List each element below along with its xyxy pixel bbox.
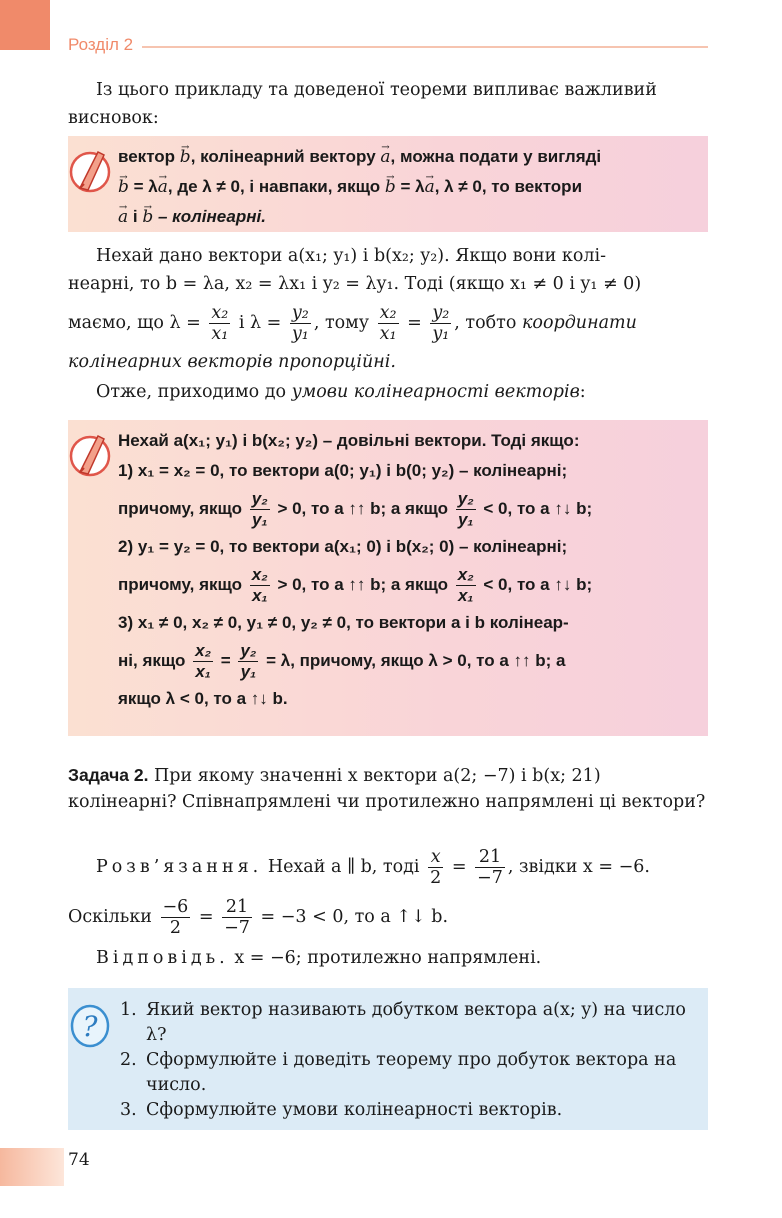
- questions-box: [68, 988, 708, 1130]
- solution: Розв’язання. Нехай a ∥ b, тоді $\frac{x}{2}$ = $\frac{21}{-7}$ , звідки x = −6. Оскільки $\frac{-6}{2}$ = $\frac{21}{-7}$ = −3 < 0, то a ↑↓ b.: [68, 847, 650, 938]
- question-icon: [68, 998, 114, 1050]
- rule-box-1: [68, 136, 708, 232]
- solution-label: Розв’язання.: [96, 857, 263, 877]
- paragraph-collinear-coordinates: Нехай дано вектори a(x₁; y₁) і b(x₂; y₂). Якщо вони колі- неарні, то b = λa, x₂ = λx₁ і y₂ = λy₁. Тоді (якщо x₁ ≠ 0 і y₁ ≠ 0) маємо, що λ = $\frac{\text{x₂}}{\text{x₁}}$ і λ = $\frac{\text{y₂}}{\text{y₁}}$ , тому $\frac{\text{x₂}}{\text{x₁}}$ = $\frac{\text{y₂}}{\text{y₁}}$ , тобто координати колінеарних векторів пропорційні.: [68, 246, 642, 372]
- paragraph-conditions-intro: Отже, приходимо до умови колінеарності векторів:: [96, 382, 586, 402]
- task-2: [68, 762, 708, 815]
- answer-label: Відповідь.: [96, 948, 229, 968]
- pen-icon: [68, 428, 114, 480]
- section-label: Розділ 2: [68, 35, 134, 54]
- questions-list: [120, 998, 698, 1123]
- intro-paragraph: Із цього прикладу та доведеної теореми випливає важливий висновок:: [68, 80, 657, 128]
- svg-text:?: ?: [82, 1010, 98, 1043]
- corner-tab: [0, 0, 50, 50]
- rule-1-text: вектор → b, колінеарний вектору → a, можна подати у вигляді → b = λ→ a, де λ ≠ 0, і навпаки, якщо → b = λ→ a, λ ≠ 0, то вектори → a і → b – колінеарні.: [118, 142, 698, 232]
- rule-box-2: [68, 420, 708, 736]
- header-rule: [142, 46, 708, 48]
- rule-2-text: Нехай a(x₁; y₁) і b(x₂; y₂) – довільні вектори. Тоді якщо: 1) x₁ = x₂ = 0, то вектори a(0; y₁) і b(0; y₂) – колінеарні; причому, якщо $\frac{\text{y₂}}{\text{y₁}}$ > 0, то a ↑↑ b; а якщо $\frac{\text{y₂}}{\text{y₁}}$ < 0, то a ↑↓ b; 2) y₁ = y₂ = 0, то вектори a(x₁; 0) і b(x₂; 0) – колінеарні; причому, якщо $\frac{\text{x₂}}{\text{x₁}}$ > 0, то a ↑↑ b; а якщо $\frac{\text{x₂}}{\text{x₁}}$ < 0, то a ↑↓ b; 3) x₁ ≠ 0, x₂ ≠ 0, y₁ ≠ 0, y₂ ≠ 0, то вектори a і b колінеар- ні, якщо $\frac{\text{x₂}}{\text{x₁}}$ = $\frac{\text{y₂}}{\text{y₁}}$ = λ, причому, якщо λ > 0, то a ↑↑ b; а якщо λ < 0, то a ↑↓ b.: [118, 431, 593, 708]
- page-number-bar: [0, 1148, 64, 1186]
- question-item: 1. Який вектор називають добутком вектора a(x; y) на число λ?: [120, 1000, 686, 1045]
- question-item: 3. Сформулюйте умови колінеарності векторів.: [120, 1100, 563, 1120]
- task-text: При якому значенні x вектори a(2; −7) і b(x; 21) колінеарні? Співнапрямлені чи протилежно напрямлені ці вектори?: [68, 766, 706, 812]
- question-item: 2. Сформулюйте і доведіть теорему про добуток вектора на число.: [120, 1050, 677, 1095]
- answer: Відповідь. x = −6; протилежно напрямлені.: [96, 948, 542, 968]
- pen-icon: [68, 144, 114, 196]
- task-title: Задача 2.: [68, 765, 149, 785]
- page-number: 74: [68, 1150, 90, 1170]
